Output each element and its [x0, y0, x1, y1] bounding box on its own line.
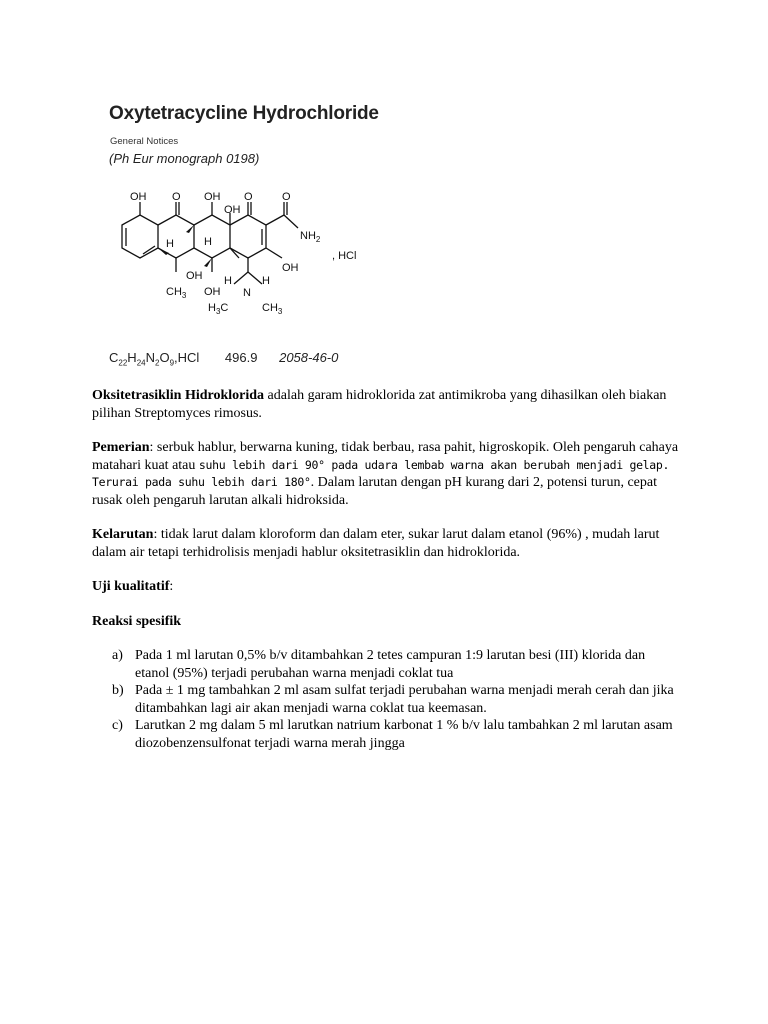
chemical-structure-diagram — [100, 180, 380, 320]
reaksi-spesifik-heading: Reaksi spesifik — [92, 613, 182, 629]
label-oh-12a: OH — [224, 204, 241, 216]
formula-row — [109, 350, 338, 368]
molecular-formula: $C_{22}H_{24}N_2O_9,HCl$ — [109, 350, 200, 368]
list-item: a) Pada 1 ml larutan 0,5% b/v ditambahkan 2 tetes campuran 1:9 larutan besi (III) klorida dan etanol (95%) terjadi perubahan warna menjadi coklat tua — [112, 648, 646, 681]
label-oxo-2: O — [244, 191, 253, 203]
intro-term: Oksitetrasiklin Hidroklorida — [92, 388, 265, 403]
label-h-4a: H — [204, 236, 212, 248]
intro-paragraph: Oksitetrasiklin Hidroklorida adalah garam hidroklorida zat antimikroba yang dihasilkan oleh biakan pilihan Streptomyces rimosus. — [92, 388, 667, 421]
label-oh-6: OH — [186, 270, 203, 282]
label-oh-phenol: OH — [130, 191, 147, 203]
label-h-5a: H — [166, 238, 174, 250]
label-oxo-1: O — [172, 191, 181, 203]
document-body — [92, 387, 682, 752]
label-amide-oxo: O — [282, 191, 291, 203]
cas-number: 2058-46-0 — [279, 350, 339, 365]
general-notices-label: General Notices — [110, 136, 179, 147]
kelarutan-paragraph: Kelarutan: tidak larut dalam kloroform dan dalam eter, sukar larut dalam etanol (96%) , mudah larut dalam air tetapi terhidrolisis menjadi hablur oksitetrasiklin dan hidroklorida. — [92, 527, 660, 560]
list-item: c) Larutkan 2 mg dalam 5 ml larutkan natrium karbonat 1 % b/v lalu tambahkan 2 ml larutan asam diozobenzensulfonat terjadi warna merah jingga — [112, 718, 673, 751]
label-oh-enol: OH — [204, 191, 221, 203]
label-nh2: $NH_2$ — [300, 230, 321, 244]
label-oh-5: OH — [204, 286, 221, 298]
kelarutan-term: Kelarutan — [92, 527, 154, 542]
list-item: b) Pada ± 1 mg tambahkan 2 ml asam sulfat terjadi perubahan warna menjadi merah cerah dan jika ditambahkan lagi air akan menjadi warna coklat tua keemasan. — [112, 683, 674, 716]
label-h3c: $H_3C$ — [208, 302, 229, 316]
reaksi-list — [92, 647, 682, 752]
label-hcl: , HCl — [332, 250, 357, 262]
molecular-mass: 496.9 — [224, 350, 258, 365]
pemerian-term: Pemerian — [92, 440, 150, 455]
label-ch3: $CH_3$ — [166, 286, 187, 300]
uji-kualitatif-heading: Uji kualitatif: — [92, 579, 174, 594]
label-ch3-n: $CH_3$ — [262, 302, 283, 316]
monograph-title: Oxytetracycline Hydrochloride — [109, 103, 379, 124]
label-h-4: H — [262, 275, 270, 287]
pemerian-paragraph: Pemerian: serbuk hablur, berwarna kuning, tidak berbau, rasa pahit, higroskopik. Oleh pengaruh cahaya matahari kuat atau suhu lebih dari 90° pada udara lembab warna akan berubah menjadi gelap. Terurai pada suhu lebih dari 180°. Dalam larutan dengan pH kurang dari 2, potensi turun, cepat rusak oleh pengaruh larutan alkali hidroksida. — [92, 440, 679, 508]
label-oh-3: OH — [282, 262, 299, 274]
monograph-reference: (Ph Eur monograph 0198) — [109, 151, 260, 166]
label-n: N — [243, 287, 251, 299]
label-h-5: H — [224, 275, 232, 287]
